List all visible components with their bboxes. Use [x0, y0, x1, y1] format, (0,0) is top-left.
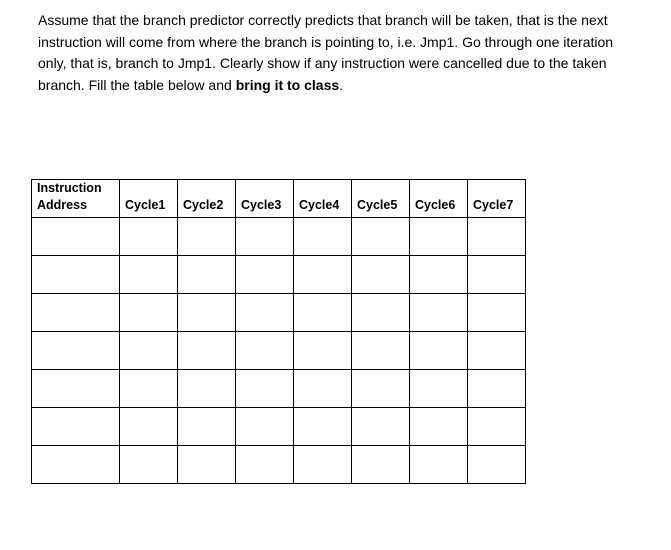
table-row	[32, 332, 526, 370]
cycle-cell[interactable]	[178, 408, 236, 446]
cycle-cell[interactable]	[352, 446, 410, 484]
address-cell[interactable]	[32, 332, 120, 370]
cycle-cell[interactable]	[236, 294, 294, 332]
cycle-cell[interactable]	[120, 218, 178, 256]
cycle-cell[interactable]	[120, 294, 178, 332]
cycle-cell[interactable]	[178, 370, 236, 408]
cycle-cell[interactable]	[236, 256, 294, 294]
cycle-cell[interactable]	[468, 256, 526, 294]
cycle-header-1: Cycle1	[120, 180, 178, 218]
cycle-cell[interactable]	[178, 294, 236, 332]
table-row	[32, 370, 526, 408]
cycle-cell[interactable]	[352, 256, 410, 294]
instructions-period: .	[339, 76, 344, 93]
cycle-cell[interactable]	[236, 408, 294, 446]
cycle-cell[interactable]	[294, 218, 352, 256]
cycle-header-4: Cycle4	[294, 180, 352, 218]
address-cell[interactable]	[32, 256, 120, 294]
cycle-cell[interactable]	[468, 294, 526, 332]
cycle-cell[interactable]	[120, 408, 178, 446]
table-row	[32, 294, 526, 332]
cycle-cell[interactable]	[410, 332, 468, 370]
cycle-cell[interactable]	[410, 370, 468, 408]
cycle-cell[interactable]	[410, 218, 468, 256]
cycle-cell[interactable]	[120, 446, 178, 484]
cycle-cell[interactable]	[410, 294, 468, 332]
instruction-address-header	[32, 180, 120, 218]
table-row	[32, 256, 526, 294]
cycle-cell[interactable]	[468, 408, 526, 446]
cycle-cell[interactable]	[294, 294, 352, 332]
cycle-cell[interactable]	[352, 294, 410, 332]
table-row	[32, 218, 526, 256]
header-row	[32, 180, 526, 218]
cycle-cell[interactable]	[294, 256, 352, 294]
cycle-cell[interactable]	[236, 332, 294, 370]
cycle-cell[interactable]	[294, 370, 352, 408]
cycle-cell[interactable]	[120, 370, 178, 408]
cycle-header-3: Cycle3	[236, 180, 294, 218]
instructions-paragraph	[38, 10, 638, 96]
table-body	[32, 218, 526, 484]
address-cell[interactable]	[32, 408, 120, 446]
table-row	[32, 408, 526, 446]
table-row	[32, 446, 526, 484]
instructions-bold-text: bring it to class	[235, 76, 340, 93]
cycle-cell[interactable]	[178, 256, 236, 294]
cycle-cell[interactable]	[352, 332, 410, 370]
cycle-cell[interactable]	[294, 446, 352, 484]
instructions-text: Assume that the branch predictor correctly predicts that branch will be taken, that is the next instruction will come from where the branch is pointing to, i.e. Jmp1. Go through one iteration only, that is, branch to Jmp1. Clearly show if any instruction were cancelled due to the taken branch. Fill the table below and	[38, 12, 614, 93]
cycle-cell[interactable]	[468, 370, 526, 408]
address-header-line1: Instruction	[37, 181, 102, 195]
address-cell[interactable]	[32, 446, 120, 484]
cycle-cell[interactable]	[178, 332, 236, 370]
cycle-cell[interactable]	[236, 446, 294, 484]
cycle-cell[interactable]	[294, 332, 352, 370]
address-cell[interactable]	[32, 370, 120, 408]
address-cell[interactable]	[32, 218, 120, 256]
cycle-cell[interactable]	[120, 256, 178, 294]
cycle-cell[interactable]	[468, 446, 526, 484]
cycle-cell[interactable]	[468, 332, 526, 370]
address-cell[interactable]	[32, 294, 120, 332]
cycle-header-7: Cycle7	[468, 180, 526, 218]
cycle-cell[interactable]	[468, 218, 526, 256]
pipeline-table	[31, 179, 526, 484]
address-header-line2: Address	[37, 198, 88, 212]
cycle-cell[interactable]	[236, 370, 294, 408]
cycle-cell[interactable]	[410, 408, 468, 446]
cycle-cell[interactable]	[352, 408, 410, 446]
cycle-cell[interactable]	[178, 218, 236, 256]
cycle-header-5: Cycle5	[352, 180, 410, 218]
cycle-cell[interactable]	[352, 218, 410, 256]
cycle-cell[interactable]	[352, 370, 410, 408]
cycle-cell[interactable]	[410, 256, 468, 294]
cycle-cell[interactable]	[236, 218, 294, 256]
cycle-cell[interactable]	[120, 332, 178, 370]
cycle-cell[interactable]	[294, 408, 352, 446]
cycle-header-6: Cycle6	[410, 180, 468, 218]
cycle-cell[interactable]	[178, 446, 236, 484]
cycle-header-2: Cycle2	[178, 180, 236, 218]
cycle-cell[interactable]	[410, 446, 468, 484]
